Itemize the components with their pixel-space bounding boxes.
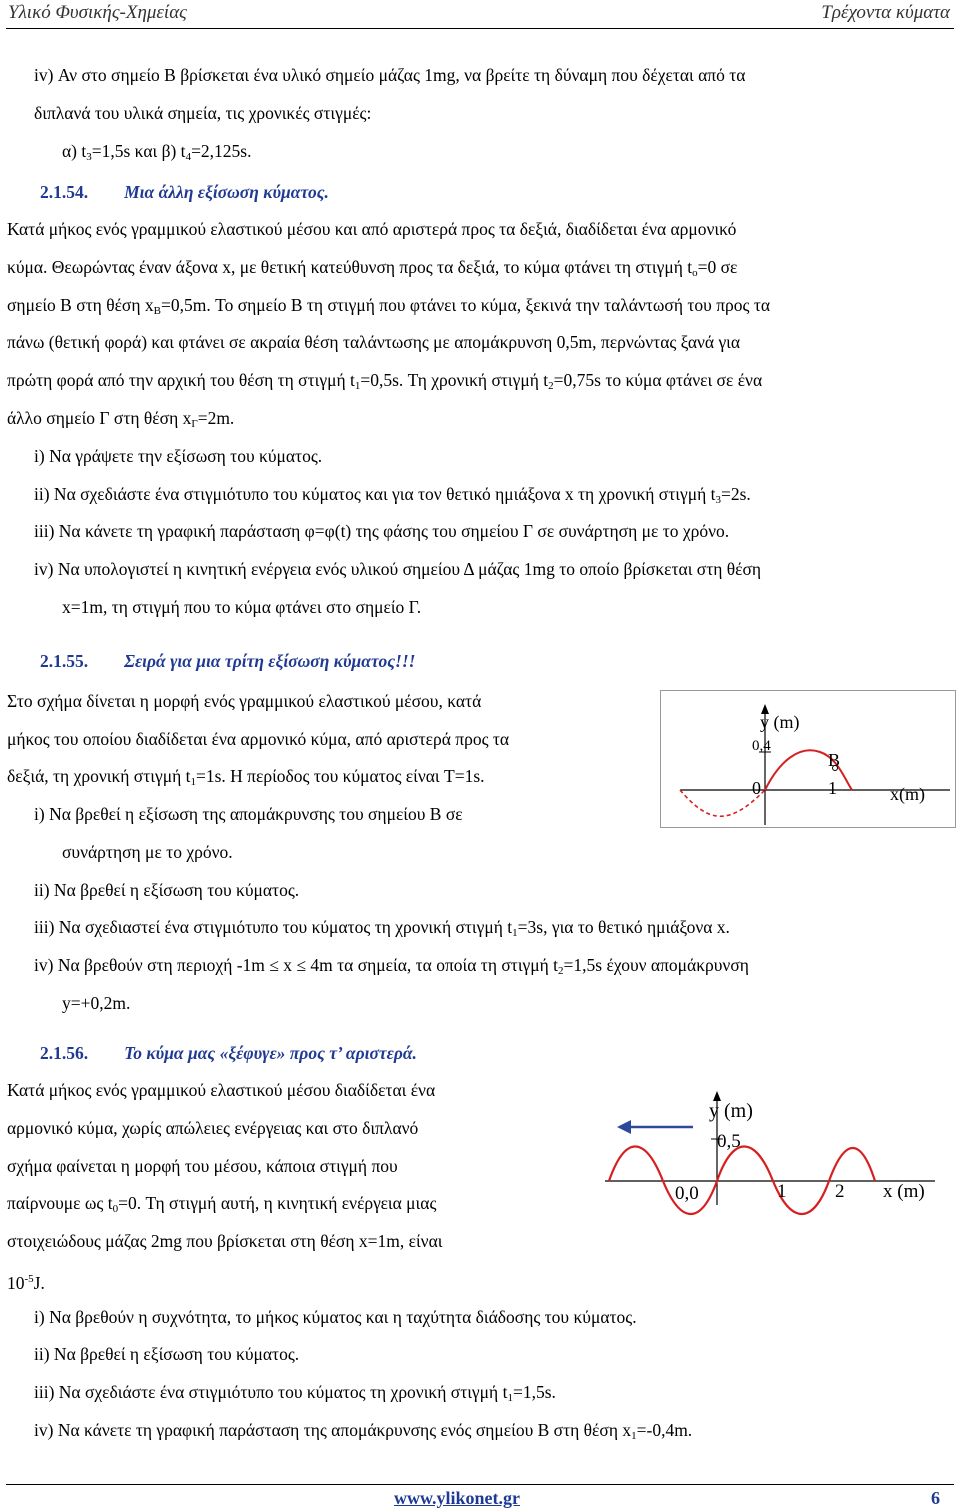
intro-line-3: α) $t_3=1,5s$ και β) $t_4=2,125s$. (62, 141, 252, 163)
p55-line-1: Στο σχήμα δίνεται η μορφή ενός γραμμικού ελαστικού μέσου, κατά (7, 691, 482, 711)
p56-question-2: ii) Να βρεθεί η εξίσωση του κύματος. (34, 1344, 300, 1364)
p56-question-3: iii) Να σχεδιάστε ένα στιγμιότυπο του κύματος τη χρονική στιγμή $t_1=1,5s$. (34, 1382, 556, 1404)
intro-line-1: iv) Αν στο σημείο Β βρίσκεται ένα υλικό σημείο μάζας 1mg, να βρείτε τη δύναμη που δέχεται από τα (34, 65, 746, 85)
p54-question-4-cont: x=1m, τη στιγμή που το κύμα φτάνει στο σημείο Γ. (62, 597, 422, 617)
p55-question-1: i) Να βρεθεί η εξίσωση της απομάκρυνσης του σημείου Β σε (34, 804, 463, 824)
p56-tick1-label: 1 (777, 1181, 787, 1202)
p56-y-label: y (m) (709, 1100, 753, 1122)
p55-question-4: iv) Να βρεθούν στη περιοχή -1m ≤ x ≤ 4m τα σημεία, τα οποία τη στιγμή $t_2=1,5s$ έχουν απομάκρυνση (34, 955, 749, 977)
p55-b-label: B (828, 750, 841, 770)
header-divider (6, 28, 954, 29)
p55-question-2: ii) Να βρεθεί η εξίσωση του κύματος. (34, 880, 300, 900)
p54-line-6: άλλο σημείο Γ στη θέση $x_\Gamma=2m$. (7, 408, 235, 430)
p54-question-3: iii) Να κάνετε τη γραφική παράσταση φ=φ(t) της φάσης του σημείου Γ σε συνάρτηση με το χρόνο. (34, 521, 730, 541)
p55-question-3: iii) Να σχεδιαστεί ένα στιγμιότυπο του κύματος τη χρονική στιγμή $t_1=3s$, για το θετικό ημιάξονα x. (34, 917, 730, 939)
p55-line-3: δεξιά, τη χρονική στιγμή $t_1=1s$. Η περίοδος του κύματος είναι T=1s. (7, 766, 485, 788)
footer-site-link[interactable]: www.ylikonet.gr (394, 1488, 520, 1508)
p55-question-4-cont: y=+0,2m. (62, 993, 131, 1013)
p56-direction-arrow-head (617, 1120, 631, 1134)
p55-x-label: x(m) (890, 784, 925, 804)
p55-y-label: y (m) (760, 712, 800, 732)
p56-line-2: αρμονικό κύμα, χωρίς απώλειες ενέργειας και στο διπλανό (7, 1118, 419, 1138)
p55-question-1-cont: συνάρτηση με το χρόνο. (62, 842, 233, 862)
p54-line-1: Κατά μήκος ενός γραμμικού ελαστικού μέσου και από αριστερά προς τα δεξιά, διαδίδεται ένα αρμονικό (7, 219, 737, 239)
p56-line-5: στοιχειώδους μάζας 2mg που βρίσκεται στη θέση x=1m, είναι (7, 1231, 443, 1251)
p56-origin-label: 0,0 (675, 1183, 699, 1204)
problem-54-title: 2.1.54. Μια άλλη εξίσωση κύματος. (40, 182, 329, 202)
p54-question-4: iv) Να υπολογιστεί η κινητική ενέργεια ενός υλικού σημείου Δ μάζας 1mg το οποίο βρίσκεται στη θέση (34, 559, 762, 579)
p56-line-4: παίρνουμε ως $t_0=0$. Τη στιγμή αυτή, η κινητική ενέργεια μιας (7, 1193, 437, 1215)
p56-line-6: $10^{-5}J$. (7, 1273, 45, 1293)
problem-56-title: 2.1.56. Το κύμα μας «ξέφυγε» προς τ’ αριστερά. (40, 1043, 417, 1063)
p56-question-4: iv) Να κάνετε τη γραφική παράσταση της απομάκρυνσης ενός σημείου Β στη θέση $x_1=-0,4m$. (34, 1420, 693, 1442)
p56-question-1: i) Να βρεθούν η συχνότητα, το μήκος κύματος και η ταχύτητα διάδοσης του κύματος. (34, 1307, 637, 1327)
p54-line-4: πάνω (θετική φορά) και φτάνει σε ακραία θέση ταλάντωσης με απομάκρυνση 0,5m, περνώντας ξανά για (7, 332, 741, 352)
p55-tick1-label: 1 (828, 778, 837, 798)
p54-line-3: σημείο Β στη θέση $x_B=0,5m$. Το σημείο Β τη στιγμή που φτάνει το κύμα, ξεκινά την ταλάντωσή του προς τα (7, 295, 771, 317)
p55-line-2: μήκος του οποίου διαδίδεται ένα αρμονικό κύμα, από αριστερά προς τα (7, 729, 510, 749)
p55-amp-label: 0,4 (752, 738, 771, 754)
page-number: 6 (931, 1488, 940, 1508)
p56-tick2-label: 2 (835, 1181, 845, 1202)
header-subject: Υλικό Φυσικής-Χημείας (8, 2, 187, 23)
header-topic: Τρέχοντα κύματα (821, 2, 950, 23)
p55-figure-frame (661, 691, 956, 828)
problem-55-title: 2.1.55. Σειρά για μια τρίτη εξίσωση κύματος!!! (40, 651, 416, 671)
p56-line-3: σχήμα φαίνεται η μορφή του μέσου, κάποια στιγμή που (7, 1156, 398, 1176)
p54-line-5: πρώτη φορά από την αρχική του θέση τη στιγμή $t_1=0,5s$. Τη χρονική στιγμή $t_2=0,75s$ το κύμα φτάνει σε ένα (7, 370, 763, 392)
page-header (0, 0, 960, 30)
p55-origin-label: 0 (752, 778, 761, 798)
p56-x-label: x (m) (883, 1181, 925, 1202)
footer-divider (6, 1484, 954, 1485)
p54-line-2: κύμα. Θεωρώντας έναν άξονα x, με θετική κατεύθυνση προς τα δεξιά, το κύμα φτάνει τη στιγμή $t_o=0$ σε (7, 257, 738, 279)
p54-question-1: i) Να γράψετε την εξίσωση του κύματος. (34, 446, 323, 466)
p56-line-1: Κατά μήκος ενός γραμμικού ελαστικού μέσου διαδίδεται ένα (7, 1080, 436, 1100)
p54-question-2: ii) Να σχεδιάστε ένα στιγμιότυπο του κύματος και για τον θετικό ημιάξονα x τη χρονική στιγμή $t_3=2s$. (34, 484, 751, 506)
p56-wave-figure (605, 1085, 945, 1225)
p55-wave-figure (660, 690, 956, 828)
intro-line-2: διπλανά του υλικά σημεία, τις χρονικές στιγμές: (34, 103, 372, 123)
p56-amp-label: 0,5 (717, 1131, 741, 1152)
